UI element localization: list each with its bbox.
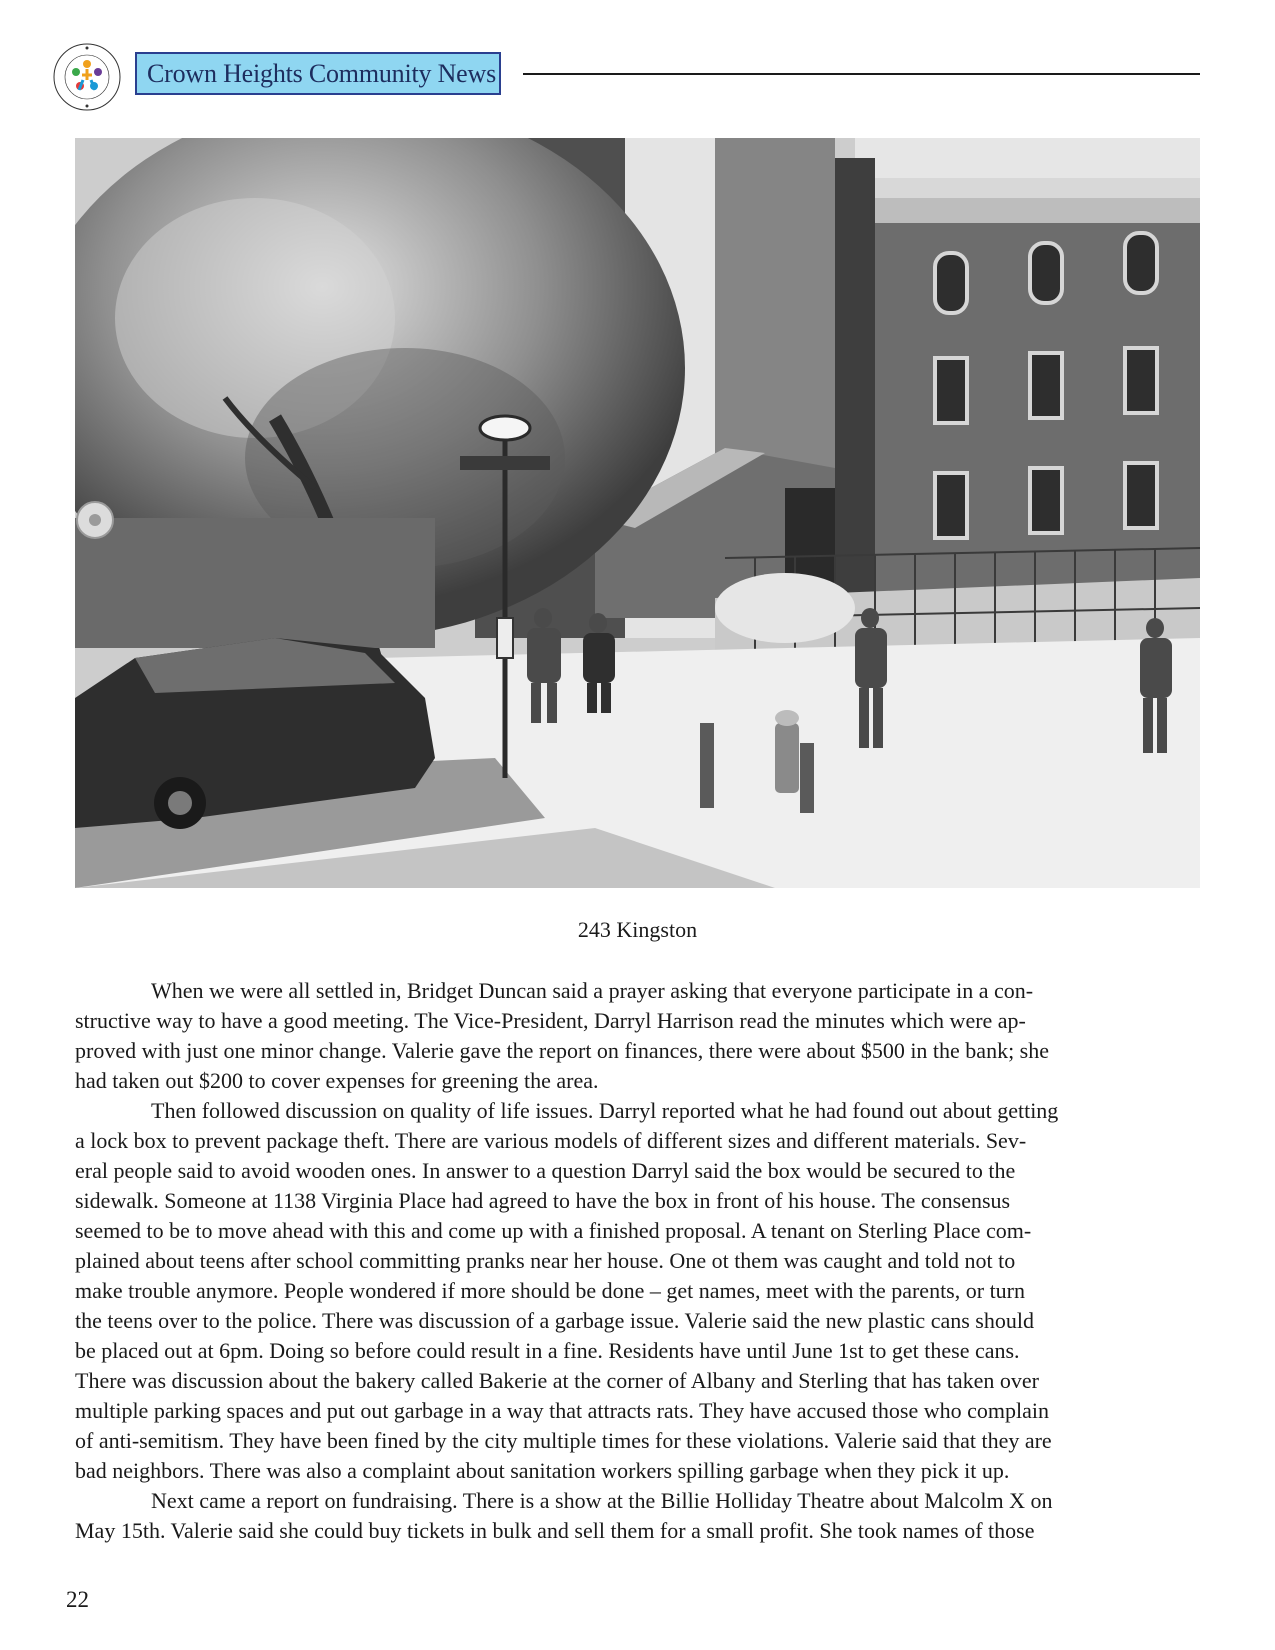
street-photo <box>75 138 1200 888</box>
text-line: of anti-semitism. They have been fined by the city multiple times for these violations. Valerie said that they are <box>75 1428 1052 1453</box>
text-line: Then followed discussion on quality of life issues. Darryl reported what he had found out about getting <box>151 1098 1059 1123</box>
text-line: sidewalk. Someone at 1138 Virginia Place had agreed to have the box in front of his house. The consensus <box>75 1188 1011 1213</box>
article-paragraph <box>75 1486 1201 1546</box>
page-header <box>0 0 1275 110</box>
text-line: the teens over to the police. There was discussion of a garbage issue. Valerie said the new plastic cans should <box>75 1308 1034 1333</box>
text-line: There was discussion about the bakery called Bakerie at the corner of Albany and Sterling that has taken over <box>75 1368 1040 1393</box>
text-line: May 15th. Valerie said she could buy tickets in bulk and sell them for a small profit. She took names of those <box>75 1518 1035 1543</box>
text-line: make trouble anymore. People wondered if more should be done – get names, meet with the parents, or turn <box>75 1278 1026 1303</box>
text-line: bad neighbors. There was also a complaint about sanitation workers spilling garbage when they pick it up. <box>75 1458 1010 1483</box>
article-paragraph <box>75 1096 1201 1486</box>
photo-caption: 243 Kingston <box>577 917 698 942</box>
article-body <box>75 976 1201 1546</box>
text-line: When we were all settled in, Bridget Duncan said a prayer asking that everyone participate in a con- <box>151 978 1034 1003</box>
text-line: seemed to be to move ahead with this and come up with a finished proposal. A tenant on Sterling Place com- <box>75 1218 1032 1243</box>
text-line: eral people said to avoid wooden ones. In answer to a question Darryl said the box would be secured to the <box>75 1158 1016 1183</box>
page-number: 22 <box>66 1587 89 1612</box>
publication-title: Crown Heights Community News <box>147 59 497 88</box>
text-line: a lock box to prevent package theft. There are various models of different sizes and different materials. Sev- <box>75 1128 1027 1153</box>
text-line: be placed out at 6pm. Doing so before could result in a fine. Residents have until June 1st to get these cans. <box>75 1338 1020 1363</box>
text-line: multiple parking spaces and put out garbage in a way that attracts rats. They have accused those who complain <box>75 1398 1050 1423</box>
organization-logo <box>52 42 122 112</box>
text-line: proved with just one minor change. Valerie gave the report on finances, there were about $500 in the bank; she <box>75 1038 1050 1063</box>
header-rule <box>523 73 1200 75</box>
article-paragraph <box>75 976 1201 1096</box>
masthead-box <box>135 52 501 95</box>
text-line: structive way to have a good meeting. The Vice-President, Darryl Harrison read the minutes which were ap- <box>75 1008 1026 1033</box>
text-line: had taken out $200 to cover expenses for greening the area. <box>75 1068 599 1093</box>
text-line: Next came a report on fundraising. There is a show at the Billie Holliday Theatre about Malcolm X on <box>151 1488 1053 1513</box>
text-line: plained about teens after school committing pranks near her house. One ot them was caught and told not to <box>75 1248 1016 1273</box>
